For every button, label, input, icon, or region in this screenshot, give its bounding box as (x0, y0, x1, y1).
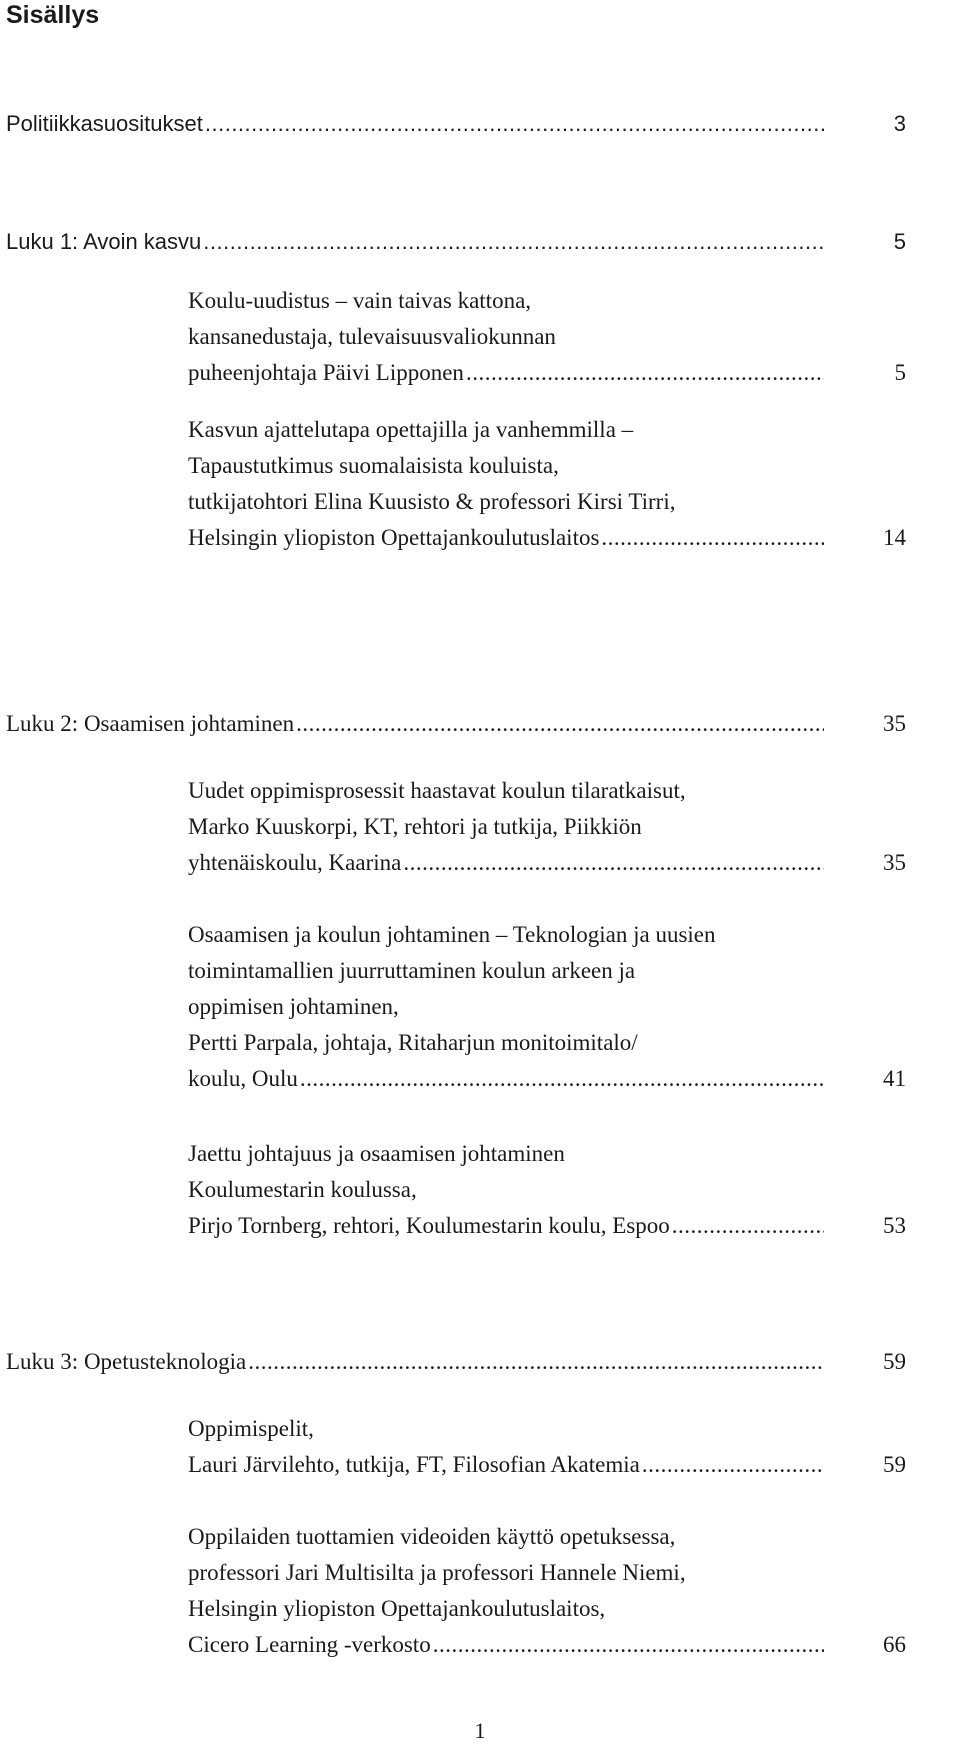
toc-entry-title: Politiikkasuositukset (6, 111, 203, 136)
toc-entry-line: Koulu-uudistus – vain taivas kattona, (188, 288, 532, 313)
toc-entry-jaettu-johtajuus[interactable] (188, 1136, 906, 1244)
toc-page-number: 35 (883, 850, 906, 875)
toc-entry-title: Luku 2: Osaamisen johtaminen (6, 711, 295, 736)
toc-entry-title: Cicero Learning -verkosto (188, 1632, 431, 1657)
toc-entry-line: Marko Kuuskorpi, KT, rehtori ja tutkija, Piikkiön (188, 814, 642, 839)
toc-entry-uudet-oppimisprosessit[interactable] (188, 773, 906, 881)
toc-page-number: 53 (883, 1213, 906, 1238)
toc-entry-line: Osaamisen ja koulun johtaminen – Teknologian ja uusien (188, 922, 716, 947)
toc-page-number: 5 (894, 360, 906, 385)
toc-entry-title: Helsingin yliopiston Opettajankoulutuslaitos (188, 525, 600, 550)
dot-leader (672, 1208, 824, 1244)
toc-entry-title: yhtenäiskoulu, Kaarina (188, 850, 402, 875)
toc-entry-line: Oppimispelit, (188, 1416, 314, 1441)
toc-entry-line: Pertti Parpala, johtaja, Ritaharjun monitoimitalo/ (188, 1030, 638, 1055)
toc-chapter-3[interactable] (6, 1344, 906, 1380)
footer-page-number: 1 (474, 1718, 486, 1743)
dot-leader (433, 1627, 824, 1663)
toc-title: Sisällys (6, 1, 100, 29)
toc-page-number: 14 (883, 525, 906, 550)
toc-page-number: 3 (893, 111, 906, 136)
toc-entry-line: tutkijatohtori Elina Kuusisto & professori Kirsi Tirri, (188, 489, 676, 514)
toc-entry-line: Helsingin yliopiston Opettajankoulutuslaitos, (188, 1596, 606, 1621)
toc-entry-title: koulu, Oulu (188, 1066, 298, 1091)
toc-page-number: 41 (883, 1066, 906, 1091)
toc-entry-line: professori Jari Multisilta ja professori Hannele Niemi, (188, 1560, 686, 1585)
toc-entry-line: Uudet oppimisprosessit haastavat koulun tilaratkaisut, (188, 778, 686, 803)
toc-entry-title: Pirjo Tornberg, rehtori, Koulumestarin koulu, Espoo (188, 1213, 670, 1238)
dot-leader (601, 520, 824, 556)
toc-chapter-2[interactable] (6, 706, 906, 742)
toc-entry-oppilaiden-videot[interactable] (188, 1519, 906, 1663)
dot-leader (296, 706, 824, 742)
toc-page-number: 35 (883, 711, 906, 736)
toc-entry-line: Tapaustutkimus suomalaisista kouluista, (188, 453, 559, 478)
toc-chapter-1[interactable] (6, 224, 906, 260)
dot-leader (203, 224, 824, 260)
toc-page-number: 59 (883, 1349, 906, 1374)
toc-entry-osaamisen-ja-koulun-johtaminen[interactable] (188, 917, 906, 1097)
toc-entry-line: oppimisen johtaminen, (188, 994, 399, 1019)
toc-entry-title: puheenjohtaja Päivi Lipponen (188, 360, 464, 385)
toc-entry-title: Lauri Järvilehto, tutkija, FT, Filosofian Akatemia (188, 1452, 640, 1477)
toc-page-number: 5 (893, 229, 906, 254)
toc-entry-line: Oppilaiden tuottamien videoiden käyttö opetuksessa, (188, 1524, 676, 1549)
toc-entry-oppimispelit[interactable] (188, 1411, 906, 1483)
toc-entry-line: Kasvun ajattelutapa opettajilla ja vanhemmilla – (188, 417, 634, 442)
dot-leader (403, 845, 824, 881)
toc-entry-title: Luku 3: Opetusteknologia (6, 1349, 247, 1374)
toc-entry-line: toimintamallien juurruttaminen koulun arkeen ja (188, 958, 636, 983)
toc-entry-politiikkasuositukset[interactable] (6, 106, 906, 142)
toc-page-number: 66 (883, 1632, 906, 1657)
toc-entry-line: Jaettu johtajuus ja osaamisen johtaminen (188, 1141, 565, 1166)
toc-entry-kasvun-ajattelutapa[interactable] (188, 412, 906, 556)
toc-entry-line: kansanedustaja, tulevaisuusvaliokunnan (188, 324, 556, 349)
dot-leader (248, 1344, 824, 1380)
dot-leader (205, 106, 824, 142)
dot-leader (466, 355, 824, 391)
toc-entry-title: Luku 1: Avoin kasvu (6, 229, 202, 254)
toc-entry-line: Koulumestarin koulussa, (188, 1177, 417, 1202)
dot-leader (300, 1061, 824, 1097)
toc-page-number: 59 (883, 1452, 906, 1477)
dot-leader (642, 1447, 824, 1483)
toc-entry-koulu-uudistus[interactable] (188, 283, 906, 391)
